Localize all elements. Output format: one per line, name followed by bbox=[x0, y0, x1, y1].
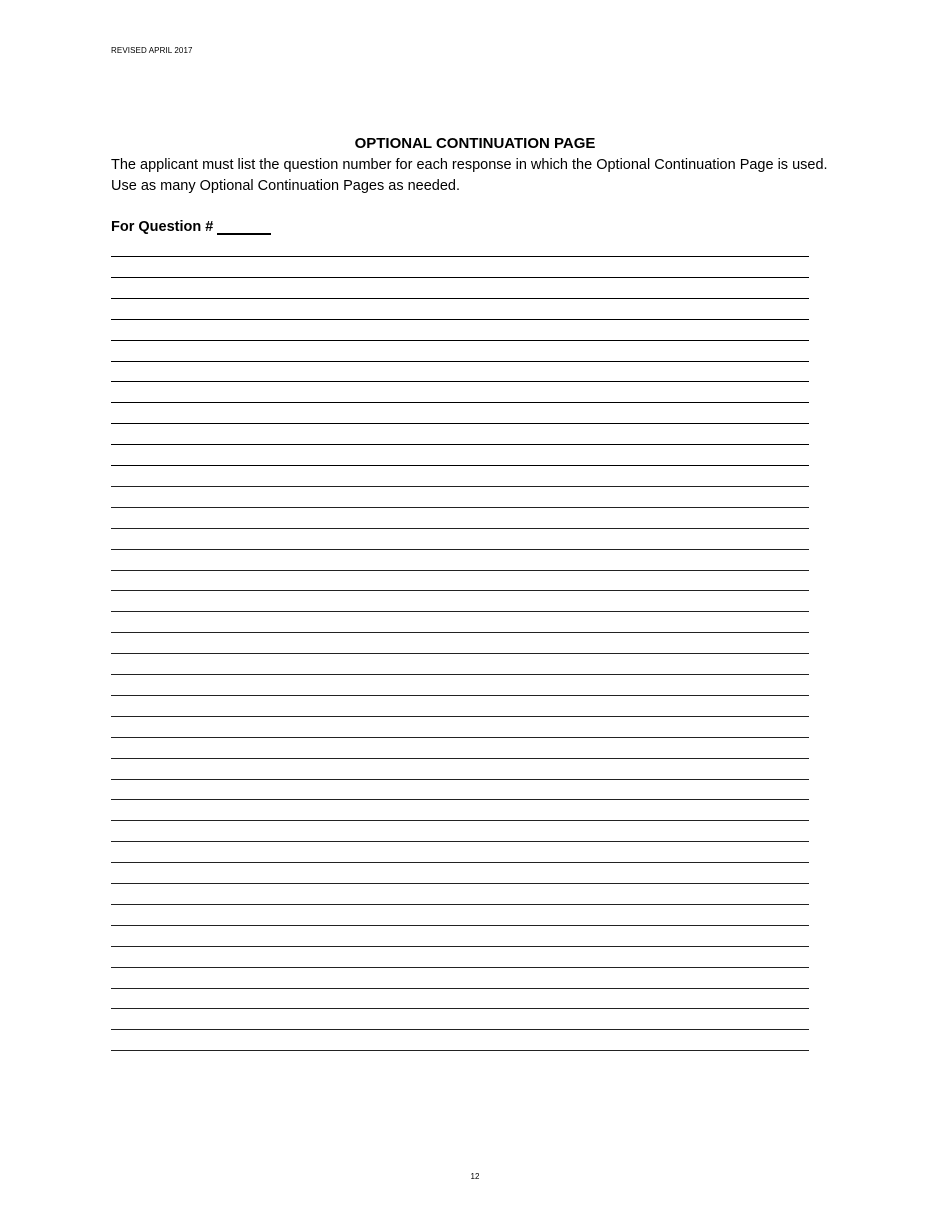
writing-line[interactable] bbox=[111, 528, 809, 529]
question-number-row bbox=[111, 218, 271, 235]
writing-line[interactable] bbox=[111, 507, 809, 508]
writing-line[interactable] bbox=[111, 925, 809, 926]
question-number-label: For Question # bbox=[111, 219, 214, 235]
writing-line[interactable] bbox=[111, 381, 809, 382]
writing-line[interactable] bbox=[111, 402, 809, 403]
instructions-text: The applicant must list the question number for each response in which the Optional Continuation Page is used. Use as many Optional Continuation Pages as needed. bbox=[111, 157, 828, 194]
writing-line[interactable] bbox=[111, 883, 809, 884]
page-number: 12 bbox=[470, 1172, 480, 1181]
writing-line[interactable] bbox=[111, 1029, 809, 1030]
question-number-field[interactable] bbox=[217, 218, 271, 235]
writing-line[interactable] bbox=[111, 695, 809, 696]
writing-line[interactable] bbox=[111, 423, 809, 424]
writing-line[interactable] bbox=[111, 570, 809, 571]
writing-line[interactable] bbox=[111, 590, 809, 591]
writing-line[interactable] bbox=[111, 758, 809, 759]
writing-line[interactable] bbox=[111, 820, 809, 821]
revised-date-label: REVISED APRIL 2017 bbox=[111, 46, 193, 55]
writing-line[interactable] bbox=[111, 653, 809, 654]
writing-line[interactable] bbox=[111, 1050, 809, 1051]
writing-line[interactable] bbox=[111, 904, 809, 905]
writing-line[interactable] bbox=[111, 946, 809, 947]
writing-line[interactable] bbox=[111, 737, 809, 738]
writing-line[interactable] bbox=[111, 444, 809, 445]
writing-line[interactable] bbox=[111, 361, 809, 362]
writing-line[interactable] bbox=[111, 319, 809, 320]
writing-line[interactable] bbox=[111, 674, 809, 675]
writing-line[interactable] bbox=[111, 256, 809, 257]
writing-line[interactable] bbox=[111, 549, 809, 550]
writing-line[interactable] bbox=[111, 277, 809, 278]
writing-line[interactable] bbox=[111, 779, 809, 780]
writing-line[interactable] bbox=[111, 1008, 809, 1009]
writing-line[interactable] bbox=[111, 486, 809, 487]
writing-line[interactable] bbox=[111, 340, 809, 341]
writing-line[interactable] bbox=[111, 716, 809, 717]
writing-line[interactable] bbox=[111, 841, 809, 842]
writing-line[interactable] bbox=[111, 988, 809, 989]
writing-line[interactable] bbox=[111, 465, 809, 466]
writing-line[interactable] bbox=[111, 967, 809, 968]
writing-line[interactable] bbox=[111, 632, 809, 633]
writing-line[interactable] bbox=[111, 862, 809, 863]
writing-line[interactable] bbox=[111, 611, 809, 612]
writing-line[interactable] bbox=[111, 298, 809, 299]
writing-line[interactable] bbox=[111, 799, 809, 800]
page-title: OPTIONAL CONTINUATION PAGE bbox=[354, 135, 596, 152]
